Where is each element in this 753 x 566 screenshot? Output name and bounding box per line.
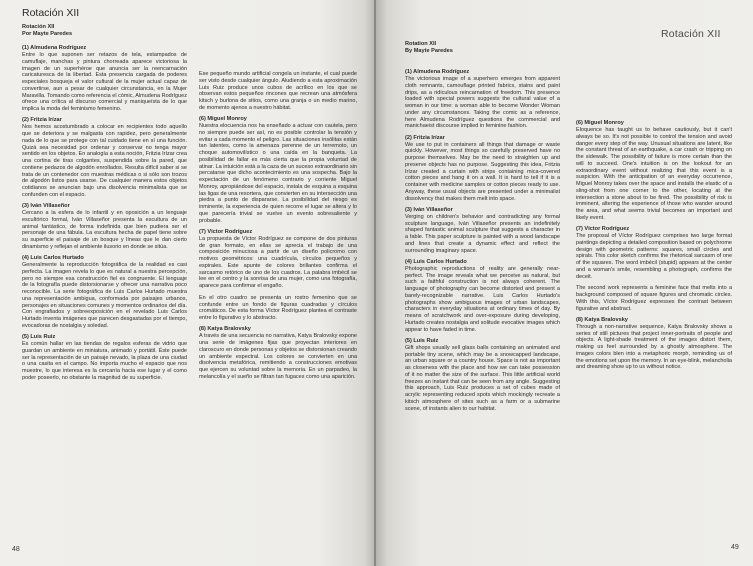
entry-text: Photographic reproductions of reality are generally near-perfect. The image reveals what we perceive as natural, but such a faithful construction is not always coherent. The language of photography can become distorted and present a barely-recognizable narrative. Luis Carlos Hurtado's photographs show ambiguous images of urban landscapes, characters in everyday situations at ordinary times of day. By means of scratchwork and over-exposure during developing, Hurtado creates nostalgia and solitude evocative images which appear to have faded in time. [405,265,560,333]
entry-heading: (8) Katya Bralovsky [199,326,251,333]
page-number: 48 [12,546,20,553]
left-column-2 [199,71,357,381]
running-title: Rotación XII [661,28,721,40]
entry-heading: (2) Fritzia Irízar [22,117,62,124]
entry-text: Cercano a la esfera de lo infantil y en oposición a un lenguaje escultórico formal, Iván Villaseñor presenta la escultura de un animal fantástico, de forma indefinida que bien pudiera ser el personaje de una fábula. La escultura hecha de papel tiene sobre su superficie el paisaje de un bosque y líneas que le dan cierto dinamismo y reflejan el ambiente ilusorio en donde se sitúa. [22,210,187,250]
entry-heading: (6) Miguel Monroy [199,116,247,122]
entry-text: Es común hallar en las tiendas de regalos esferas de vidrio que guardan un ambiente en miniatura, animado y portátil. Éste puede ser la representación de un paisaje nevado, la plaza de una ciudad o una casita en el campo. No importa mucho el espacio que nos muestre, lo que interesa es la cercanía hacia ese lugar y el como poder poseerlo, no obstante la magnitud de su superficie. [22,341,187,381]
entry-text: Gift shops usually sell glass balls containing an animated and portable tiny scene, which may be a snowcapped landscape, an urban square or a country house. Space is not as important as closeness with the place and how we can take possession of it no matter the size of the surface. This little artificial world freezes an instant that can be seen from any angle. Suggesting this approach, Luis Ruiz produces a set of cubes made of acrylic representing reduced spots which mockingly recreate a kitsch atmosphere of sites such as a farm or a submarine scene, of instants alien to our habitat. [405,344,560,412]
entry-heading: (5) Luis Ruiz [405,337,439,344]
entry-text: Generalmente la reproducción fotográfica de la realidad es casi perfecta. La imagen revela lo que es natural a nuestra percepción, pero no siempre esa construcción fiel es congruente. El lenguaje de la fotografía puede distorsionarse y ofrecer una narrativa poco reconocible. La serie fotográfica de Luis Carlos Hurtado muestra una representación ambigua, conformada por paisajes urbanos, personajes en situaciones comunes y momentos ordinarios del día. Con engrafiados y sobreexposición en el revelado Luis Carlos Hurtado inventa imágenes que parecen desgastadas por el tiempo, evocadoras de nostalgia y soledad. [22,262,187,329]
entry-text: Ese pequeño mundo artificial congela un instante, el cual puede ser visto desde cualquier ángulo. Aludiendo a esta aproximación Luis Ruiz produce unos cubos de acrílico en los que se observan estos pequeños rincones que recrean una atmósfera kitsch y burlona de sitios, como una granja o un medio marino, de momento ajenos a nuestro hábitat. [199,71,357,111]
entry-text: Nos hemos acostumbrado a colocar en recipientes todo aquello que se deteriora y se malgasta con rapidez, pero generalmente nada de lo que se protege con tal cuidado tiene en sí una función. Quizá sea necesidad por ordenar y conservar no tenga mayor sentido en los objetos. En analogía a esta noción, Fritzia Irízar crea una cortina de tiras colgantes, suspendida sobre la pared, que contiene pedazos de algodón enrollados. Resulta difícil saber si se trata de un contenedor con muestras médicas o si sólo son trozos de algodón listos para usarse. De cualquier manera estos objetos cotidianos se anuncian bajo una disolvencia minimalista que se confunden con el espacio. [22,124,187,198]
entry-text: A través de una secuencia no narrativa, Katya Bralovsky expone una serie de imágenes fijas que proyectan interiores en claroscuro en donde personas y objetos se distorsionan creando un ambiente espectral. Los colores se convierten en una disolvencia metafórica, remitiendo a construcciones emotivas que ejercen su voluntad sobre la memoria. En un parpadeo, la melancolía y el sueño se filtran tan fugaces como una aparición. [199,333,357,380]
page-subtitle: Rotation XII [405,41,437,47]
entry-heading: (3) Iván Villaseñor [405,206,453,213]
entry-text: En el otro cuadro se presenta un rostro femenino que se confunde entre un fondo de figuras cuadradas y círculos cromáticos. De esta forma Víctor Rodríguez plantea el contraste entre lo figurativo y lo abstracto. [199,294,357,321]
entry-text: Nuestra elocuencia nos ha enseñado a actuar con cautela, pero no siempre puede ser así, no es posible controlar la tensión y evitar a cada momento el peligro. Las situaciones insólitas están tan latentes, como la amenaza perenne de un terremoto, un choque automovilístico o una caída en la banqueta. La posibilidad de fallar es más cierta que la propia voluntad de atinar. La intuición está a la caza de un suceso extraordinario sin percatarse que dicho acontecimiento es una sospecha. Bajo la expectación de un fenómeno contrario y corriente Miguel Monroy, apropiándose del espacio, instala de esquina a esquina las ligas de una resortera, que convierten en su intersección una piedra a punto de dispararse. La posibilidad del riesgo es inminente, la experiencia de quien recorre el lugar se altera y lo que parecería trivial se vuelve un evento sobresaliente y probable. [199,123,357,224]
entry-heading: (5) Luis Ruiz [22,334,56,340]
page-subtitle: Rotación XII [22,24,55,30]
entry-text: We use to put in containers all things that damage or waste quickly. However, most things so carefully preserved have no purpose themselves. May be the need to straighten up and preserve objects has no purpose. Suggesting this idea, Fritzia Irízar created a curtain with strips containing mica-covered cotton pieces and hang it on a wall. It is hard to tell if it is a container with medicine samples or cotton pieces ready to use. Anyway, these usual objects are presented under a minimalist dissolvency that makes them melt into space. [405,141,560,202]
entry-heading: (4) Luis Carlos Hurtado [405,258,467,265]
page-number: 49 [731,544,739,551]
entry-heading: (7) Víctor Rodríguez [576,226,630,232]
right-page [376,0,753,566]
right-column-2 [576,120,732,371]
left-page [0,0,375,566]
entry-heading: (3) Iván Villaseñor [22,203,70,209]
entry-text: Entre lo que suponen ser retazos de tela, estampados de camuflaje, manchas y pintura chorreada aparece victoriosa la imagen de un superhéroe que anuncia ser la reencarnación caricaturesca de la libertad. Esta presencia cargada de poderes especiales bosqueja el valor cultural de la mujer actual capaz de convertirse, aun a pesar de cualquier circunstancia, en la Mujer Maravilla. Tomando como referencia el cómic, Almudena Rodríguez ofrece una crítica al discurso comercial y maniqueísta de lo que implica la moda del feminismo femenino. [22,52,187,112]
left-column-1 [22,45,187,382]
entry-text: La propuesta de Víctor Rodríguez se compone de dos pinturas de gran formato, en ellas se aprecia el trabajo de una composición minuciosa a partir de un diseño policromo con motivos geométricos: una cuadrícula, círculos pequeños y espirales. Este apunte de colores brillantes confirma el sarcasmo retórico de uno de los cuadros. La palabra imbécil se lee en el centro y la sonrisa de una mujer, como una fotografía, aparece para confirmar el engaño. [199,235,357,289]
right-column-1 [405,69,560,412]
entry-text: Through a non-narrative sequence, Katya Bralovsky shows a series of still pictures that project inner-portraits of people and objects. A light-shade treatment of the images distort them, making us feel surrounded by a ghostly atmosphere. The images colors blen into a metaphoric morph, reminding us of the emotions set upon the memory. In an eye-blink, melancholia and dreaming show up to us without notice. [576,323,732,371]
page-title: Rotación XII [22,7,80,19]
entry-heading: (1) Almudena Rodríguez [22,45,87,51]
entry-heading: (7) Víctor Rodríguez [199,228,253,235]
entry-heading: (2) Fritzia Irízar [405,134,445,141]
entry-text: The proposal of Víctor Rodríguez comprises two large format paintings depicting a detailed composition based on polychrome design with geometric patterns: squares, small circles and spirals. This color sketch confirms the rhetorical sarcasm of one of the squares. The word imbécil (stupid) appears at the center and a woman's smile, resembling a photograph, confirms the deceit. [576,233,732,280]
entry-text: The victorious image of a superhero emerges from apparent cloth remnants, camouflage printed fabrics, stains and paint drips, as a ridiculous reincarnation of freedom. This presence loaded with special powers suggests the cultural value of a woman in our time: a woman able to become Wonder Woman under any circumstances. Taking the comic as a reference, here Almudena Rodríguez questions the commercial and manichaeist discourse implied in feminine fashion. [405,76,560,130]
entry-heading: (6) Miguel Monroy [576,120,624,126]
entry-heading: (1) Almudena Rodríguez [405,69,470,75]
entry-text: Eloquence has taught us to behave cautiously, but it can't always be so. It's not possible to control the tension and avoid danger every step of the way. Unusual situations are latent, like the constant threat of an earthquake, a car crash or tripping on the sidewalk. The possibility of failure is more certain than the will to succeed. One's intuition is on the lookout for an extraordinary event without realizing that this event is a suspicion. With the anticipation of an everyday occurrence, Miguel Monroy takes over the space and installs the elastic of a sling-shot from one corner to the other, locating at the intersection a stone about to be fired. The possibility of risk is imminent, altering the experience of those who wander around the area, and what seems trivial becomes an important and likely event. [576,127,732,221]
entry-heading: (4) Luis Carlos Hurtado [22,255,84,261]
entry-text: Verging on children's behavior and contradicting any formal sculpture language, Iván Villaseñor presents an indefinitely shaped fantastic animal sculpture that suggests a character in a fable. This paper sculpture is painted with a wood landscape and lines that create a dynamic effect and reflect the surrounding imaginary space. [405,213,560,254]
entry-heading: (8) Katya Bralovsky [576,316,628,323]
page-byline: Por Mayte Paredes [22,31,73,37]
page-byline: By Mayte Paredes [405,48,453,54]
entry-text: The second work represents a feminine face that melts into a background composed of square figures and chromatic circles. With this, Víctor Rodríguez expresses the contrast between figurative and abstract. [576,285,732,312]
